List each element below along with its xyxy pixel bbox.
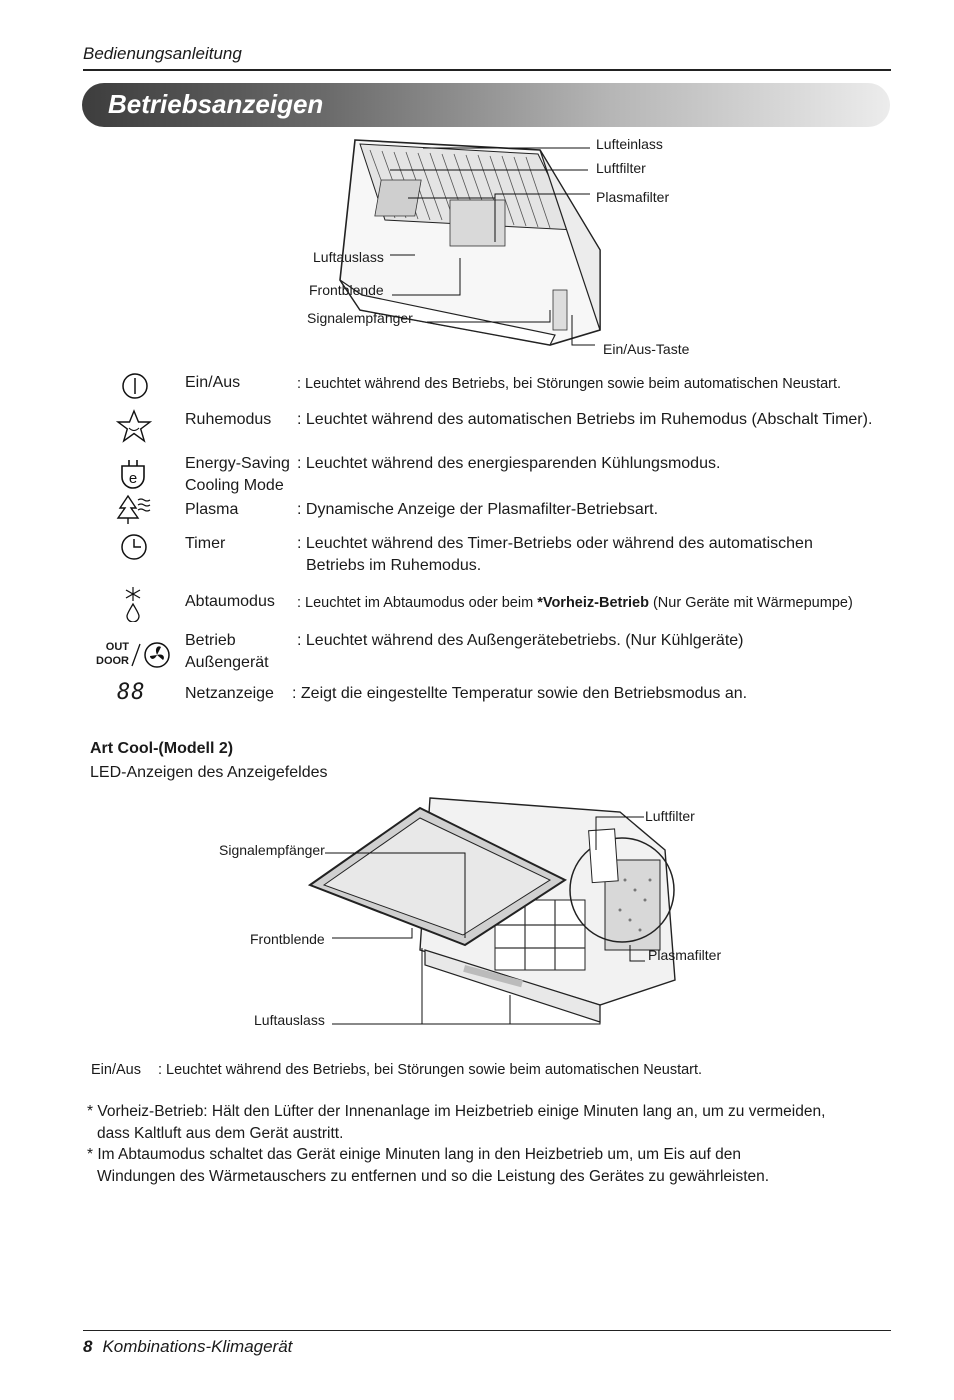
section-title: Betriebsanzeigen <box>108 89 324 119</box>
outdoor-icon-text-out: OUT <box>105 641 129 653</box>
note-vorheiz-line2: dass Kaltluft aus dem Gerät austritt. <box>97 1125 344 1142</box>
digital-display-icon: 88 <box>117 680 146 705</box>
label-plasmafilter: Plasmafilter <box>596 189 670 205</box>
indicator-name-ruhemodus: Ruhemodus <box>185 411 272 428</box>
indicator-name-outdoor-line1: Betrieb <box>185 632 236 649</box>
footer <box>83 1337 292 1357</box>
document-header-title: Bedienungsanleitung <box>83 44 242 63</box>
indicator-desc-energy-saving: : Leuchtet während des energiesparenden Kühlungsmodus. <box>297 455 721 472</box>
indicator-desc-abtaumodus-post: (Nur Geräte mit Wärmepumpe) <box>648 595 853 611</box>
indicator-name-outdoor <box>185 630 269 674</box>
indicator-name-energy-saving-line1: Energy-Saving <box>185 455 290 472</box>
artcool-ein-aus-name: Ein/Aus <box>91 1062 141 1078</box>
indicator-name-plasma: Plasma <box>185 501 239 518</box>
artcool-label-luftauslass: Luftauslass <box>254 1012 325 1028</box>
note-vorheiz <box>87 1101 825 1145</box>
indicator-desc-timer <box>297 533 813 577</box>
indicator-desc-abtaumodus-bold: *Vorheiz-Betrieb <box>537 595 649 611</box>
footer-divider <box>83 1330 891 1331</box>
plasma-icon <box>116 494 152 526</box>
page-number: 8 <box>83 1337 93 1356</box>
artcool-unit-illustration <box>300 790 690 1035</box>
label-ein-aus-taste: Ein/Aus-Taste <box>603 341 690 357</box>
sleep-star-icon <box>116 409 152 443</box>
outdoor-icon-text-door: DOOR <box>96 655 129 667</box>
label-luftfilter: Luftfilter <box>596 160 646 176</box>
indicator-name-abtaumodus: Abtaumodus <box>185 593 275 610</box>
label-luftauslass: Luftauslass <box>313 249 384 265</box>
energy-saving-icon <box>118 459 148 491</box>
defrost-icon <box>121 586 145 622</box>
clock-icon <box>120 533 148 561</box>
indicator-name-outdoor-line2: Außengerät <box>185 654 269 671</box>
label-frontblende: Frontblende <box>309 282 384 298</box>
indicator-name-energy-saving-line2: Cooling Mode <box>185 477 284 494</box>
artcool-ein-aus-desc: : Leuchtet während des Betriebs, bei Störungen sowie beim automatischen Neustart. <box>158 1062 703 1078</box>
note-abtau <box>87 1144 769 1188</box>
artcool-label-frontblende: Frontblende <box>250 931 325 947</box>
indicator-desc-ruhemodus: : Leuchtet während des automatischen Betriebs im Ruhemodus (Abschalt Timer). <box>297 411 873 428</box>
indicator-desc-timer-line2: Betriebs im Ruhemodus. <box>306 557 482 574</box>
header-divider <box>83 69 891 71</box>
note-abtau-line1: * Im Abtaumodus schaltet das Gerät einige Minuten lang in den Heizbetrieb um, um Eis auf den <box>87 1146 741 1163</box>
indicator-name-ein-aus: Ein/Aus <box>185 374 241 391</box>
label-signalempfaenger: Signalempfänger <box>307 310 413 326</box>
indicator-desc-plasma: : Dynamische Anzeige der Plasmafilter-Betriebsart. <box>297 501 659 518</box>
label-lufteinlass: Lufteinlass <box>596 136 663 152</box>
power-icon <box>121 372 149 400</box>
indicator-name-timer: Timer <box>185 535 226 552</box>
svg-text:e: e <box>128 470 138 487</box>
indicator-name-netzanzeige: Netzanzeige <box>185 685 274 702</box>
indicator-desc-ein-aus: : Leuchtet während des Betriebs, bei Störungen sowie beim automatischen Neustart. <box>297 376 842 392</box>
section-banner <box>82 83 890 127</box>
indicator-desc-abtaumodus <box>297 592 853 614</box>
note-vorheiz-line1: * Vorheiz-Betrieb: Hält den Lüfter der Innenanlage im Heizbetrieb einige Minuten lang an, um zu vermeiden, <box>87 1103 826 1120</box>
indicator-desc-netzanzeige: : Zeigt die eingestellte Temperatur sowie den Betriebsmodus an. <box>292 685 748 702</box>
indicator-desc-outdoor: : Leuchtet während des Außengerätebetriebs. (Nur Kühlgeräte) <box>297 632 744 649</box>
artcool-label-signalempfaenger: Signalempfänger <box>219 842 325 858</box>
indicator-name-energy-saving <box>185 453 290 497</box>
artcool-label-plasmafilter: Plasmafilter <box>648 947 722 963</box>
outdoor-icon-text <box>93 640 129 668</box>
footer-title: Kombinations-Klimagerät <box>102 1337 293 1356</box>
artcool-label-luftfilter: Luftfilter <box>645 808 695 824</box>
indicator-desc-timer-line1: : Leuchtet während des Timer-Betriebs oder während des automatischen <box>297 535 813 552</box>
note-abtau-line2: Windungen des Wärmetauschers zu entfernen und so die Leistung des Gerätes zu gewährleisten. <box>97 1168 770 1185</box>
outdoor-fan-icon <box>130 640 172 670</box>
artcool-subheading: LED-Anzeigen des Anzeigefeldes <box>90 764 328 781</box>
indicator-desc-abtaumodus-pre: : Leuchtet im Abtaumodus oder beim <box>297 595 538 611</box>
artcool-heading: Art Cool-(Modell 2) <box>90 740 234 757</box>
